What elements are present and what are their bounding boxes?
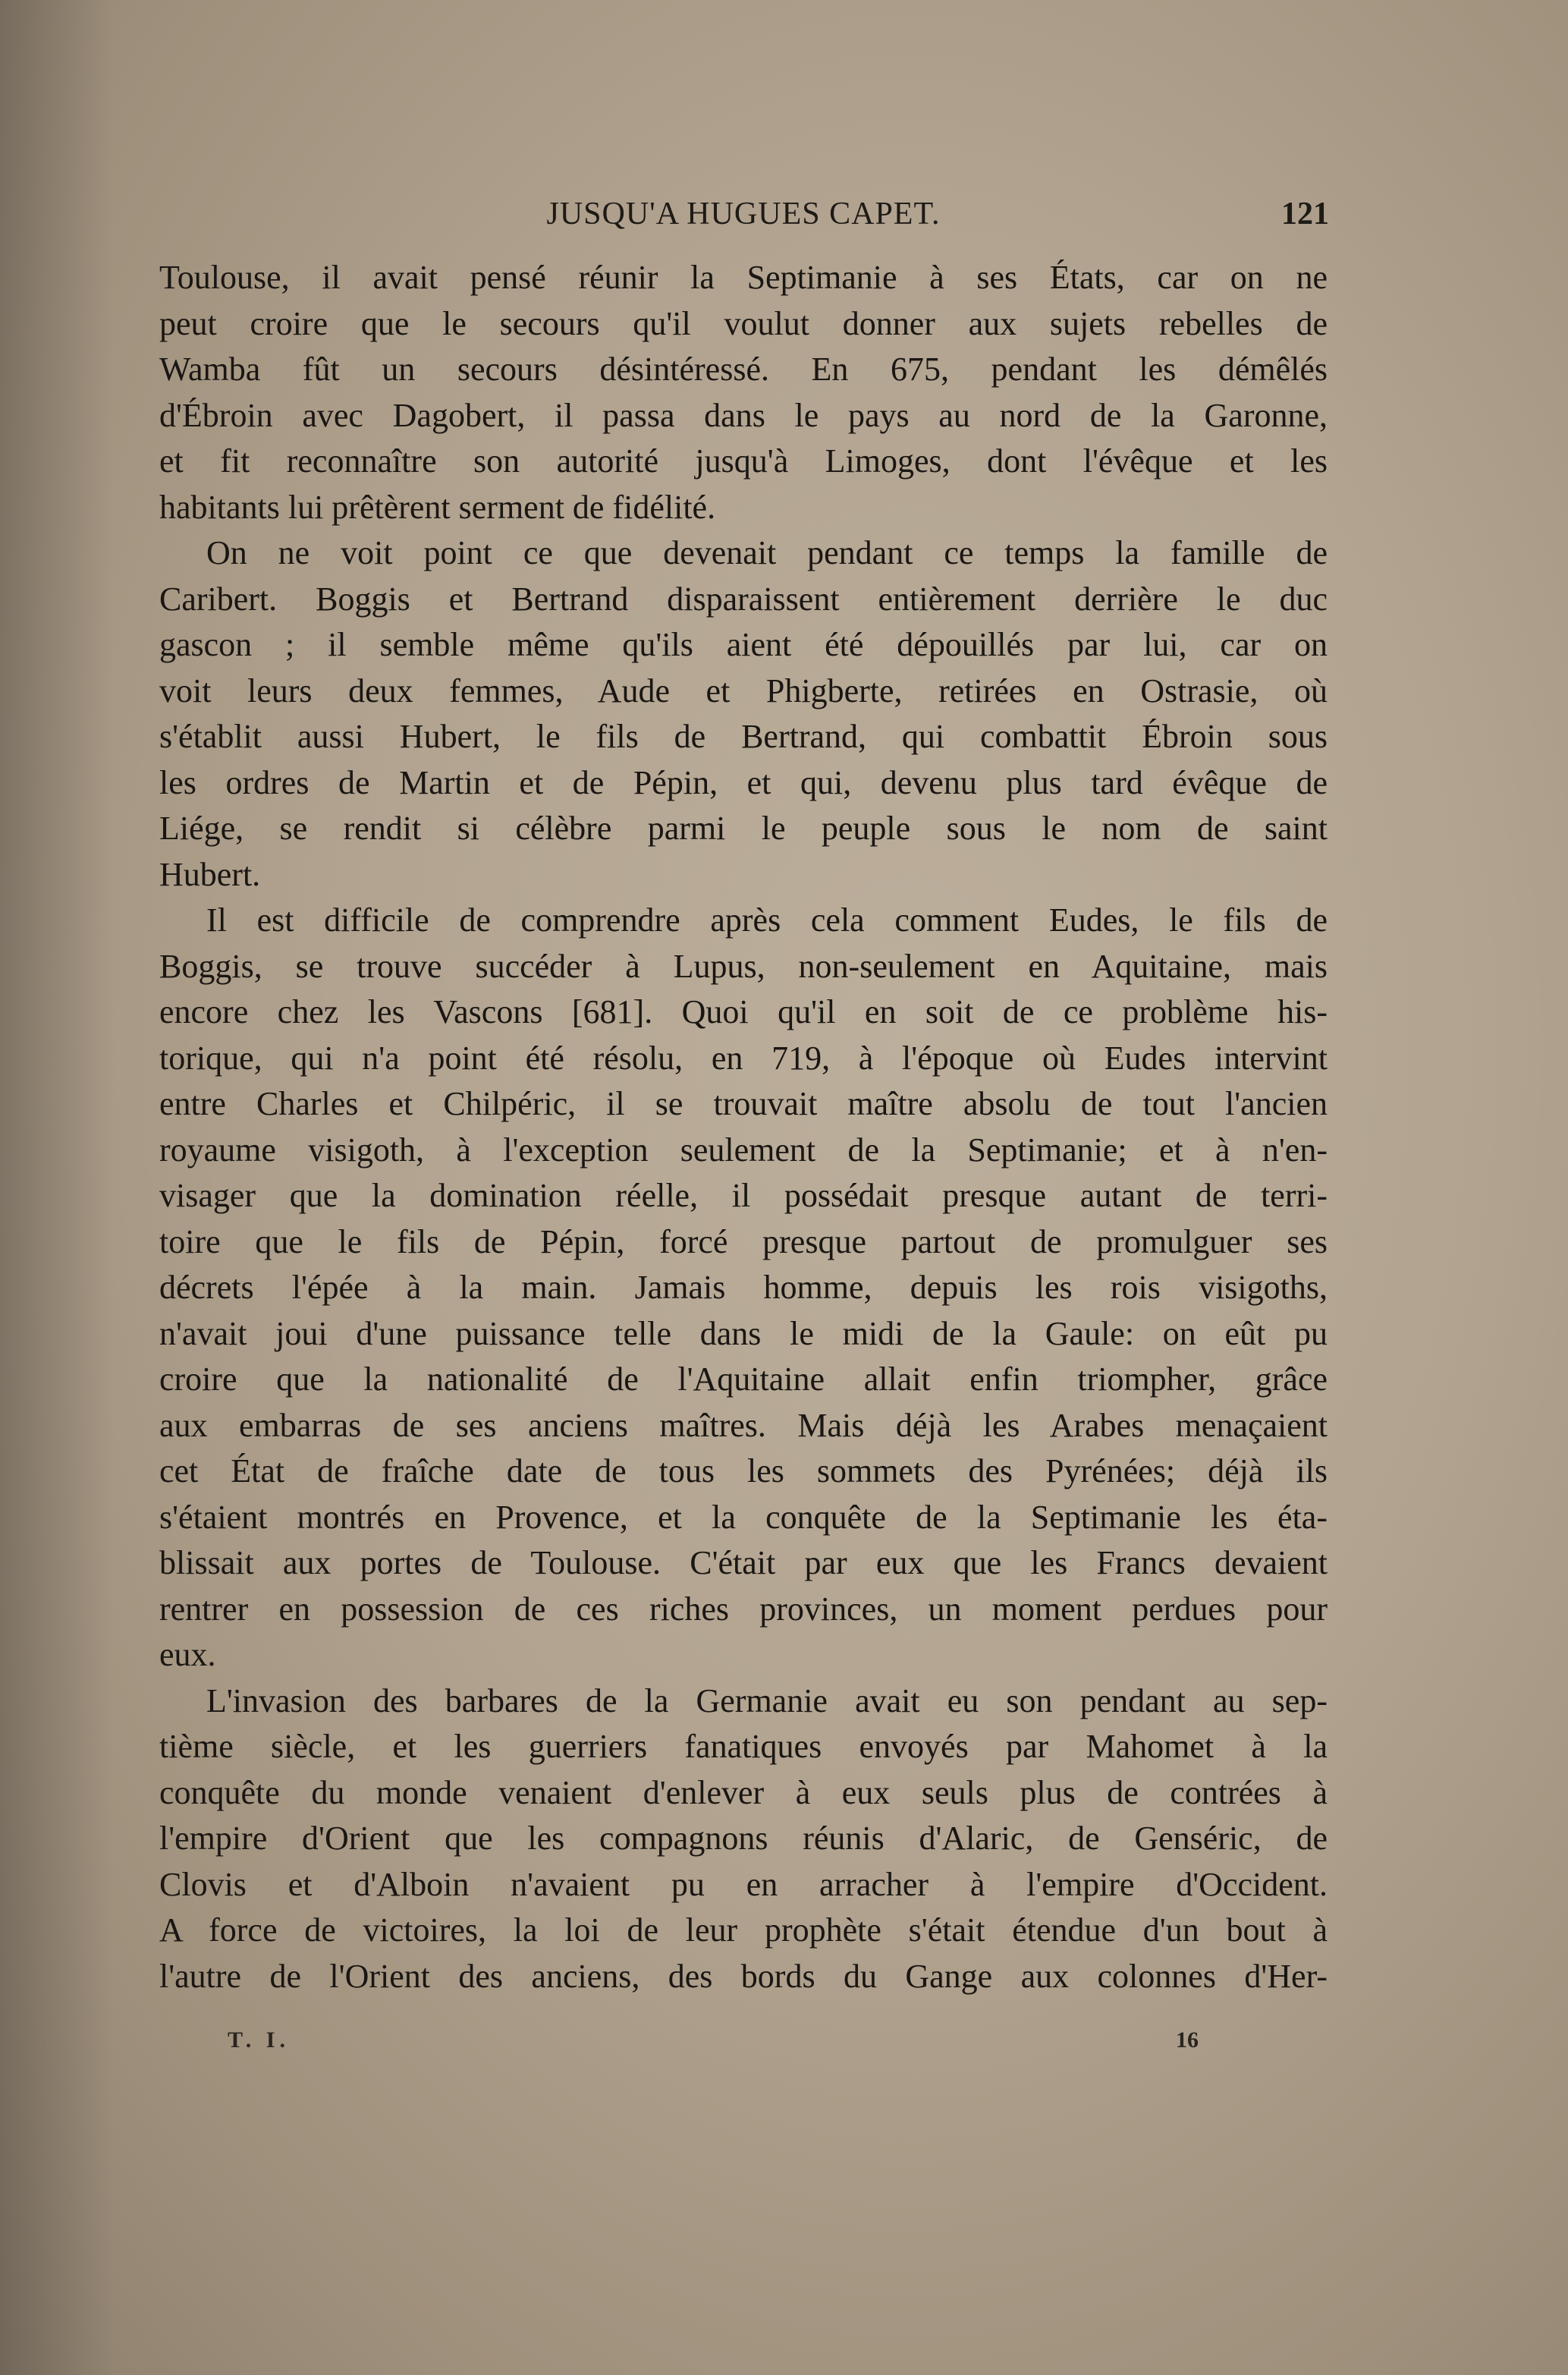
text-line: aux embarras de ses anciens maîtres. Mais déjà les Arabes menaçaient [159, 1406, 1328, 1444]
text-line: cet État de fraîche date de tous les sommets des Pyrénées; déjà ils [159, 1452, 1328, 1489]
text-line: Toulouse, il avait pensé réunir la Septimanie à ses États, car on ne [159, 259, 1328, 296]
text-line: d'Ébroin avec Dagobert, il passa dans le pays au nord de la Garonne, [159, 396, 1328, 434]
page-number: 121 [1281, 197, 1329, 231]
text-line: visager que la domination réelle, il possédait presque autant de terri- [159, 1177, 1328, 1214]
text-line: n'avait joui d'une puissance telle dans le midi de la Gaule: on eût pu [159, 1314, 1328, 1352]
page-footer [167, 2027, 1199, 2065]
text-line: Clovis et d'Alboin n'avaient pu en arracher à l'empire d'Occident. [159, 1865, 1328, 1903]
text-line: gascon ; il semble même qu'ils aient été dépouillés par lui, car on [159, 626, 1328, 663]
text-line: eux. [159, 1636, 216, 1673]
text-line: encore chez les Vascons [681]. Quoi qu'il en soit de ce problème his- [159, 993, 1328, 1030]
text-line: l'autre de l'Orient des anciens, des bords du Gange aux colonnes d'Her- [159, 1957, 1328, 1995]
volume-signature: T. I. [228, 2027, 290, 2053]
text-line: Wamba fût un secours désintéressé. En 675, pendant les démêlés [159, 351, 1328, 388]
text-line: croire que la nationalité de l'Aquitaine allait enfin triompher, grâce [159, 1361, 1328, 1398]
running-head [152, 196, 1335, 241]
text-line: habitants lui prêtèrent serment de fidélité. [159, 488, 716, 526]
text-line: Boggis, se trouve succéder à Lupus, non-seulement en Aquitaine, mais [159, 947, 1328, 985]
text-line: Hubert. [159, 855, 261, 893]
text-line: voit leurs deux femmes, Aude et Phigberte, retirées en Ostrasie, où [159, 672, 1328, 709]
text-line: et fit reconnaître son autorité jusqu'à Limoges, dont l'évêque et les [159, 442, 1328, 480]
text-line: s'établit aussi Hubert, le fils de Bertrand, qui combattit Ébroin sous [159, 718, 1328, 755]
signature-number: 16 [1176, 2027, 1199, 2053]
paragraph-start: On ne voit point ce que devenait pendant ce temps la famille de [206, 534, 1328, 571]
text-line: décrets l'épée à la main. Jamais homme, depuis les rois visigoths, [159, 1269, 1328, 1306]
text-line: conquête du monde venaient d'enlever à eux seuls plus de contrées à [159, 1773, 1328, 1811]
paragraph-start: Il est difficile de comprendre après cela comment Eudes, le fils de [206, 901, 1328, 939]
text-line: toire que le fils de Pépin, forcé presque partout de promulguer ses [159, 1222, 1328, 1260]
text-line: les ordres de Martin et de Pépin, et qui, devenu plus tard évêque de [159, 763, 1328, 801]
body-text [159, 255, 1328, 1999]
text-line: Liége, se rendit si célèbre parmi le peuple sous le nom de saint [159, 810, 1328, 847]
text-line: blissait aux portes de Toulouse. C'était par eux que les Francs devaient [159, 1544, 1328, 1581]
text-line: torique, qui n'a point été résolu, en 719, à l'époque où Eudes intervint [159, 1039, 1328, 1077]
text-line: A force de victoires, la loi de leur prophète s'était étendue d'un bout à [159, 1911, 1328, 1949]
text-line: peut croire que le secours qu'il voulut donner aux sujets rebelles de [159, 304, 1328, 342]
text-line: rentrer en possession de ces riches provinces, un moment perdues pour [159, 1590, 1328, 1628]
running-title: JUSQU'A HUGUES CAPET. [546, 197, 941, 231]
text-line: royaume visigoth, à l'exception seulement de la Septimanie; et à n'en- [159, 1131, 1328, 1169]
text-line: tième siècle, et les guerriers fanatiques envoyés par Mahomet à la [159, 1728, 1328, 1765]
text-line: s'étaient montrés en Provence, et la conquête de la Septimanie les éta- [159, 1498, 1328, 1536]
text-line: Caribert. Boggis et Bertrand disparaissent entièrement derrière le duc [159, 580, 1328, 618]
text-line: entre Charles et Chilpéric, il se trouvait maître absolu de tout l'ancien [159, 1085, 1328, 1122]
paragraph-start: L'invasion des barbares de la Germanie avait eu son pendant au sep- [206, 1681, 1328, 1719]
text-line: l'empire d'Orient que les compagnons réunis d'Alaric, de Genséric, de [159, 1820, 1328, 1857]
